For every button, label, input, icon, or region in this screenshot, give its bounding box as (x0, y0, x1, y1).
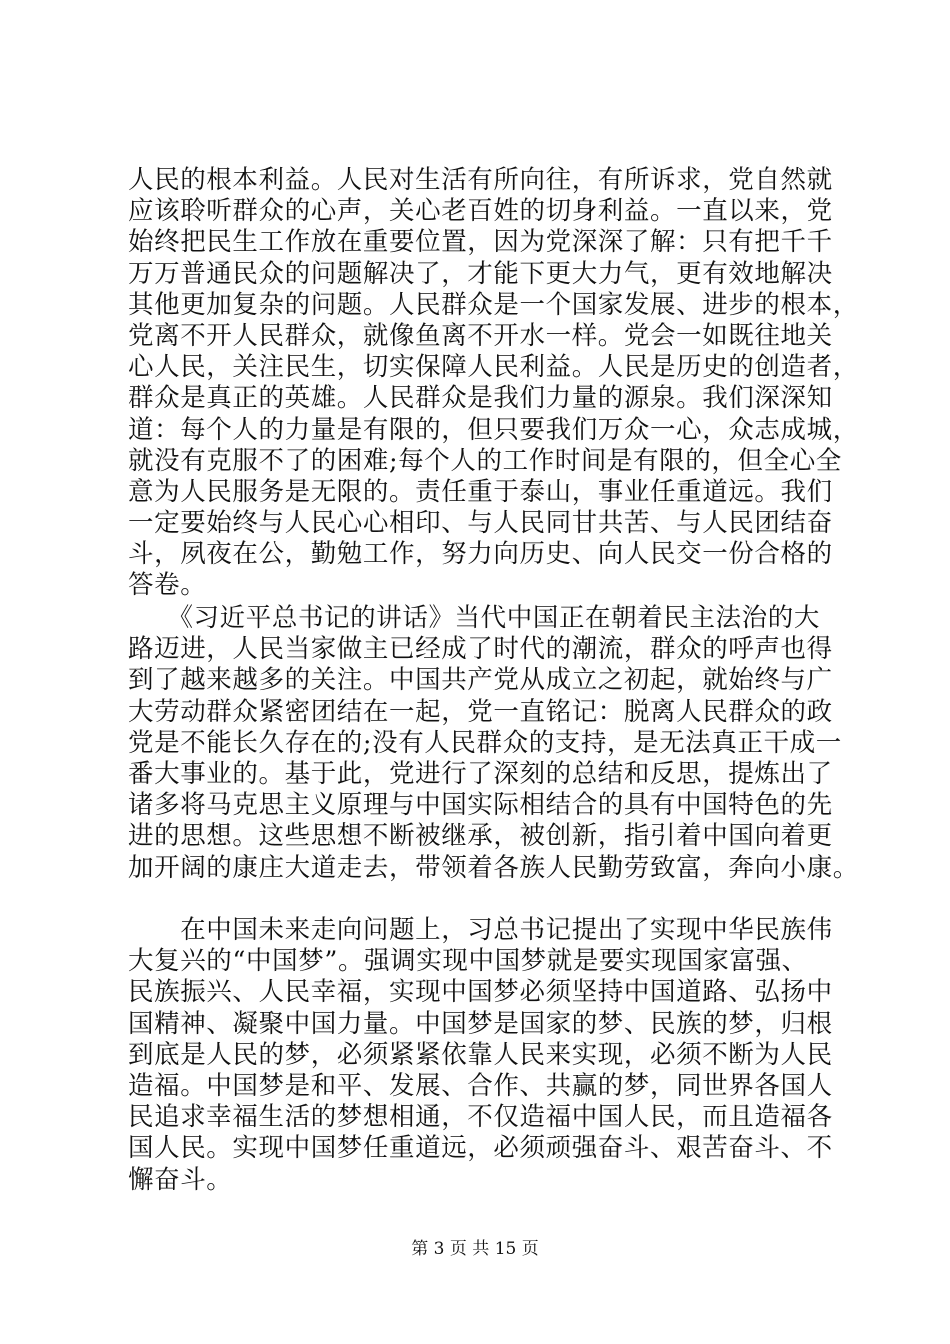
text-line: 诸多将马克思主义原理与中国实际相结合的具有中国特色的先 (128, 790, 833, 821)
text-line: 人民的根本利益。人民对生活有所向往，有所诉求，党自然就 (128, 165, 833, 195)
text-line: 造福。中国梦是和平、发展、合作、共赢的梦，同世界各国人 (128, 1070, 833, 1101)
text-line: 斗，夙夜在公，勤勉工作，努力向历史、向人民交一份合格的 (128, 539, 833, 570)
text-line: 到底是人民的梦，必须紧紧依靠人民来实现，必须不断为人民 (128, 1039, 833, 1070)
text-line: 国精神、凝聚中国力量。中国梦是国家的梦、民族的梦，归根 (128, 1008, 833, 1039)
text-line: 意为人民服务是无限的。责任重于泰山，事业任重道远。我们 (128, 476, 833, 507)
text-line: 党离不开人民群众，就像鱼离不开水一样。党会一如既往地关 (128, 320, 833, 351)
text-line: 到了越来越多的关注。中国共产党从成立之初起，就始终与广 (128, 665, 833, 696)
text-line: 大劳动群众紧密团结在一起，党一直铭记：脱离人民群众的政 (128, 696, 833, 727)
text-line: 加开阔的康庄大道走去，带领着各族人民勤劳致富，奔向小康。 (128, 852, 859, 883)
text-line: 党是不能长久存在的;没有人民群众的支持，是无法真正干成一 (128, 727, 842, 758)
text-line: 在中国未来走向问题上，习总书记提出了实现中华民族伟 (128, 915, 833, 945)
text-line: 其他更加复杂的问题。人民群众是一个国家发展、进步的根本， (128, 289, 859, 320)
text-line: 应该聆听群众的心声，关心老百姓的切身利益。一直以来，党 (128, 196, 833, 227)
paragraph-3 (128, 915, 833, 1196)
text-line: 《习近平总书记的讲话》当代中国正在朝着民主法治的大 (128, 603, 820, 633)
text-line: 万万普通民众的问题解决了，才能下更大力气，更有效地解决 (128, 258, 833, 289)
text-line: 一定要始终与人民心心相印、与人民同甘共苦、与人民团结奋 (128, 508, 833, 539)
text-line: 懈奋斗。 (128, 1164, 233, 1195)
text-line: 国人民。实现中国梦任重道远，必须顽强奋斗、艰苦奋斗、不 (128, 1133, 833, 1164)
text-line: 进的思想。这些思想不断被继承，被创新，指引着中国向着更 (128, 821, 833, 852)
text-line: 答卷。 (128, 570, 207, 601)
page-number-footer: 第 3 页 共 15 页 (411, 1239, 539, 1259)
text-line: 路迈进，人民当家做主已经成了时代的潮流，群众的呼声也得 (128, 634, 833, 665)
paragraph-2 (128, 603, 859, 884)
text-line: 群众是真正的英雄。人民群众是我们力量的源泉。我们深深知 (128, 383, 833, 414)
text-line: 民追求幸福生活的梦想相通，不仅造福中国人民，而且造福各 (128, 1102, 833, 1133)
text-line: 道：每个人的力量是有限的，但只要我们万众一心，众志成城， (128, 414, 859, 445)
text-line: 民族振兴、人民幸福，实现中国梦必须坚持中国道路、弘扬中 (128, 977, 833, 1008)
paragraph-1 (128, 165, 859, 602)
text-line: 心人民，关注民生，切实保障人民利益。人民是历史的创造者， (128, 352, 859, 383)
text-line: 大复兴的“中国梦”。强调实现中国梦就是要实现国家富强、 (128, 946, 808, 977)
text-line: 番大事业的。基于此，党进行了深刻的总结和反思，提炼出了 (128, 758, 833, 789)
text-line: 始终把民生工作放在重要位置，因为党深深了解：只有把千千 (128, 227, 833, 258)
text-line: 就没有克服不了的困难;每个人的工作时间是有限的，但全心全 (128, 445, 842, 476)
